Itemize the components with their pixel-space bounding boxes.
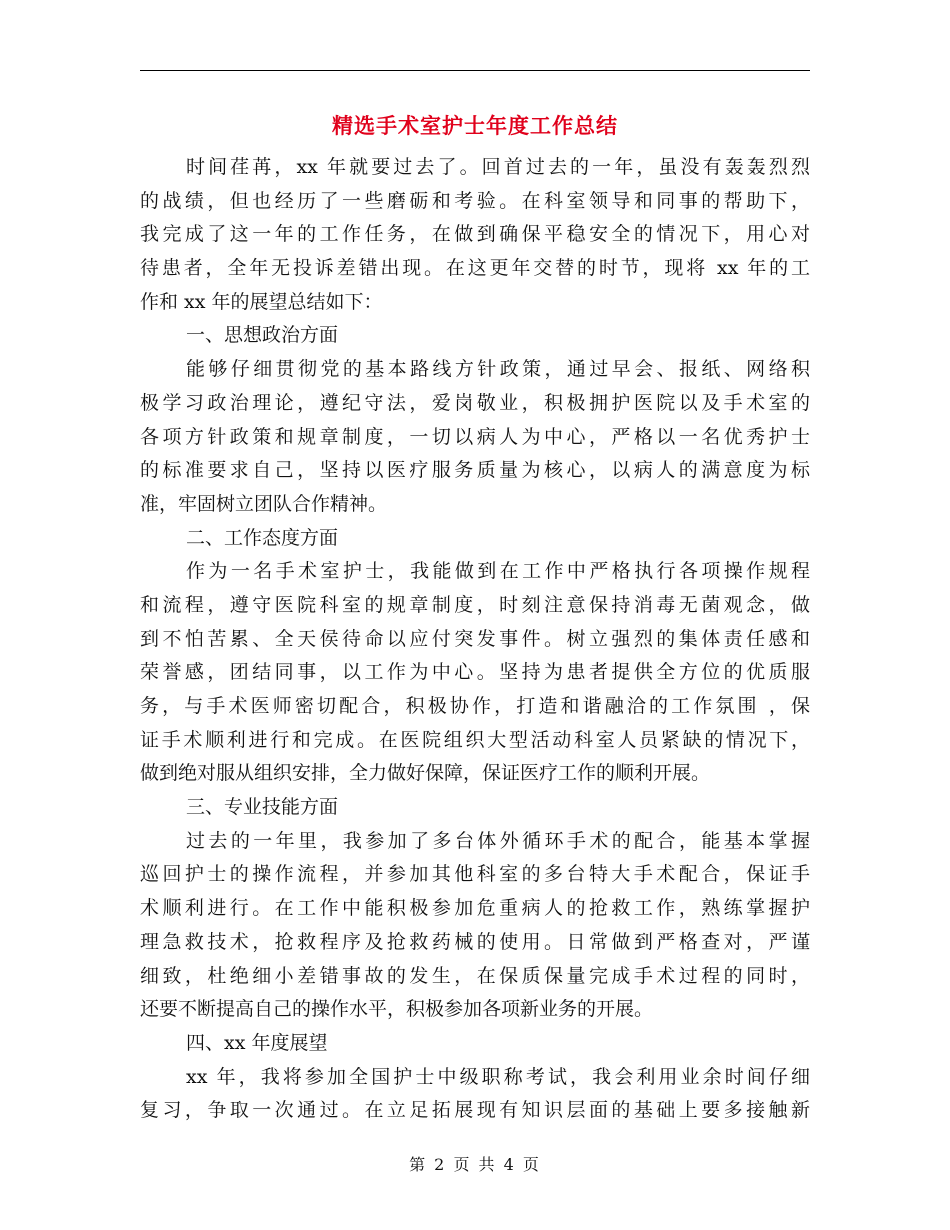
section-heading: 二、工作态度方面: [186, 526, 339, 549]
section-heading: 三、专业技能方面: [186, 796, 339, 819]
body-line: 的标准要求自己，坚持以医疗服务质量为核心，以病人的满意度为标: [140, 459, 810, 482]
body-line: 能够仔细贯彻党的基本路线方针政策，通过早会、报纸、网络积: [186, 358, 810, 381]
body-line: 证手术顺利进行和完成。在医院组织大型活动科室人员紧缺的情况下，: [140, 728, 810, 751]
body-line: 和流程，遵守医院科室的规章制度，时刻注意保持消毒无菌观念，做: [140, 593, 810, 616]
body-line: 细致，杜绝细小差错事故的发生，在保质保量完成手术过程的同时，: [140, 964, 810, 987]
body-line: 术顺利进行。在工作中能积极参加危重病人的抢救工作，熟练掌握护: [140, 897, 810, 920]
body-line: 巡回护士的操作流程，并参加其他科室的多台特大手术配合，保证手: [140, 863, 810, 886]
body-line: 荣誉感，团结同事，以工作为中心。坚持为患者提供全方位的优质服: [140, 661, 810, 684]
body-line: 作为一名手术室护士，我能做到在工作中严格执行各项操作规程: [186, 560, 810, 583]
body-line: 到不怕苦累、全天侯待命以应付突发事件。树立强烈的集体责任感和: [140, 627, 810, 650]
body-line: 极学习政治理论，遵纪守法，爱岗敬业，积极拥护医院以及手术室的: [140, 391, 810, 414]
section-heading: 一、思想政治方面: [186, 324, 339, 347]
body-line: 准，牢固树立团队合作精神。: [140, 492, 388, 515]
body-line: 待患者，全年无投诉差错出现。在这更年交替的时节，现将 xx 年的工: [140, 257, 810, 280]
document-body: [140, 151, 810, 1128]
body-line: 务，与手术医师密切配合，积极协作，打造和谐融洽的工作氛围 ，保: [140, 695, 810, 717]
body-line: 作和 xx 年的展望总结如下：: [140, 290, 383, 313]
body-line: 时间荏苒，xx 年就要过去了。回首过去的一年，虽没有轰轰烈烈: [186, 156, 810, 178]
body-line: 理急救技术，抢救程序及抢救药械的使用。日常做到严格查对，严谨: [140, 930, 810, 953]
body-line: 复习，争取一次通过。在立足拓展现有知识层面的基础上要多接触新: [140, 1099, 810, 1122]
body-line: 做到绝对服从组织安排，全力做好保障，保证医疗工作的顺利开展。: [140, 762, 711, 785]
body-line: 我完成了这一年的工作任务，在做到确保平稳安全的情况下，用心对: [140, 223, 810, 246]
document-title: 精选手术室护士年度工作总结: [332, 113, 618, 138]
page-number: 第 2 页 共 4 页: [409, 1155, 541, 1174]
body-line: 过去的一年里，我参加了多台体外循环手术的配合，能基本掌握: [186, 829, 810, 852]
header-rule: [140, 70, 810, 71]
body-line: xx 年，我将参加全国护士中级职称考试，我会利用业余时间仔细: [186, 1065, 810, 1088]
section-heading: 四、xx 年度展望: [186, 1031, 328, 1054]
body-line: 各项方针政策和规章制度，一切以病人为中心，严格以一名优秀护士: [140, 425, 810, 448]
body-line: 还要不断提高自己的操作水平，积极参加各项新业务的开展。: [140, 998, 654, 1021]
body-line: 的战绩，但也经历了一些磨砺和考验。在科室领导和同事的帮助下，: [140, 189, 810, 212]
